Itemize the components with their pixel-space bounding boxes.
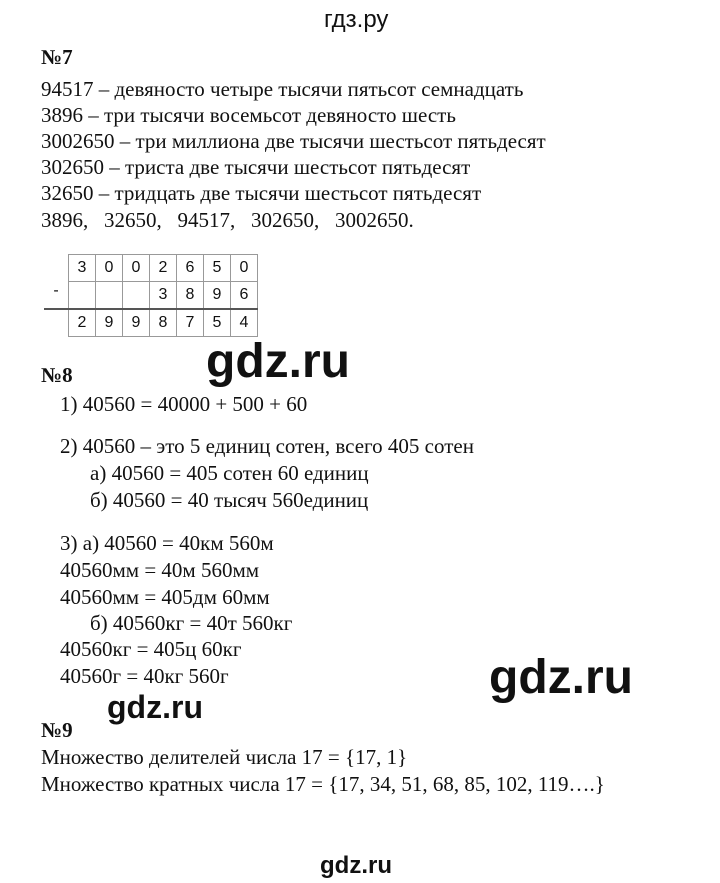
- grid-cell: 9: [96, 309, 123, 337]
- task-9-line: Множество делителей числа 17 = {17, 1}: [41, 745, 408, 769]
- watermark: gdz.ru: [320, 852, 392, 879]
- grid-cell: 6: [177, 255, 204, 282]
- grid-cell: 8: [177, 282, 204, 310]
- watermark: gdz.ru: [489, 651, 633, 704]
- task-8-line: 1) 40560 = 40000 + 500 + 60: [60, 392, 308, 416]
- task-7-line: 94517 – девяносто четыре тысячи пятьсот семнадцать: [41, 77, 524, 101]
- watermark: gdz.ru: [206, 335, 350, 388]
- task-8-number: №8: [41, 363, 73, 387]
- grid-cell: 5: [204, 309, 231, 337]
- task-7-number: №7: [41, 45, 73, 69]
- task-9-line: Множество кратных числа 17 = {17, 34, 51, 68, 85, 102, 119….}: [41, 772, 605, 796]
- watermark: gdz.ru: [107, 689, 203, 725]
- grid-cell: 4: [231, 309, 258, 337]
- grid-cell: [123, 282, 150, 310]
- grid-cell: 5: [204, 255, 231, 282]
- grid-cell: 6: [231, 282, 258, 310]
- subtraction-grid: [44, 254, 258, 337]
- grid-cell: [44, 255, 69, 282]
- grid-cell: 3: [69, 255, 96, 282]
- task-7-line: 32650 – тридцать две тысячи шестьсот пятьдесят: [41, 181, 482, 205]
- task-8-line: 40560мм = 405дм 60мм: [60, 585, 270, 609]
- grid-cell: [96, 282, 123, 310]
- task-8-line: б) 40560 = 40 тысяч 560единиц: [90, 488, 369, 512]
- task-8-line: 40560мм = 40м 560мм: [60, 558, 260, 582]
- grid-cell: 0: [96, 255, 123, 282]
- grid-cell: 7: [177, 309, 204, 337]
- grid-cell: [44, 309, 69, 337]
- task-8-line: 40560г = 40кг 560г: [60, 664, 229, 688]
- task-8-line: б) 40560кг = 40т 560кг: [90, 611, 293, 635]
- task-7-line: 3002650 – три миллиона две тысячи шестьсот пятьдесят: [41, 129, 546, 153]
- task-8-line: 3) а) 40560 = 40км 560м: [60, 531, 274, 555]
- task-7-line: 302650 – триста две тысячи шестьсот пятьдесят: [41, 155, 471, 179]
- task-7-line: 3896 – три тысячи восемьсот девяносто шесть: [41, 103, 456, 127]
- grid-cell: 9: [204, 282, 231, 310]
- grid-cell: 9: [123, 309, 150, 337]
- task-7-sorted-line: 3896, 32650, 94517, 302650, 3002650.: [41, 208, 414, 232]
- grid-cell: 8: [150, 309, 177, 337]
- grid-cell: 3: [150, 282, 177, 310]
- grid-cell: [69, 282, 96, 310]
- grid-cell: 2: [150, 255, 177, 282]
- task-8-line: а) 40560 = 405 сотен 60 единиц: [90, 461, 369, 485]
- task-8-line: 2) 40560 – это 5 единиц сотен, всего 405 сотен: [60, 434, 474, 458]
- minus-operator: -: [53, 281, 59, 299]
- grid-cell: 0: [123, 255, 150, 282]
- site-header: гдз.ру: [324, 6, 389, 33]
- task-8-line: 40560кг = 405ц 60кг: [60, 637, 242, 661]
- grid-cell: 2: [69, 309, 96, 337]
- grid-cell: 0: [231, 255, 258, 282]
- task-9-number: №9: [41, 718, 73, 742]
